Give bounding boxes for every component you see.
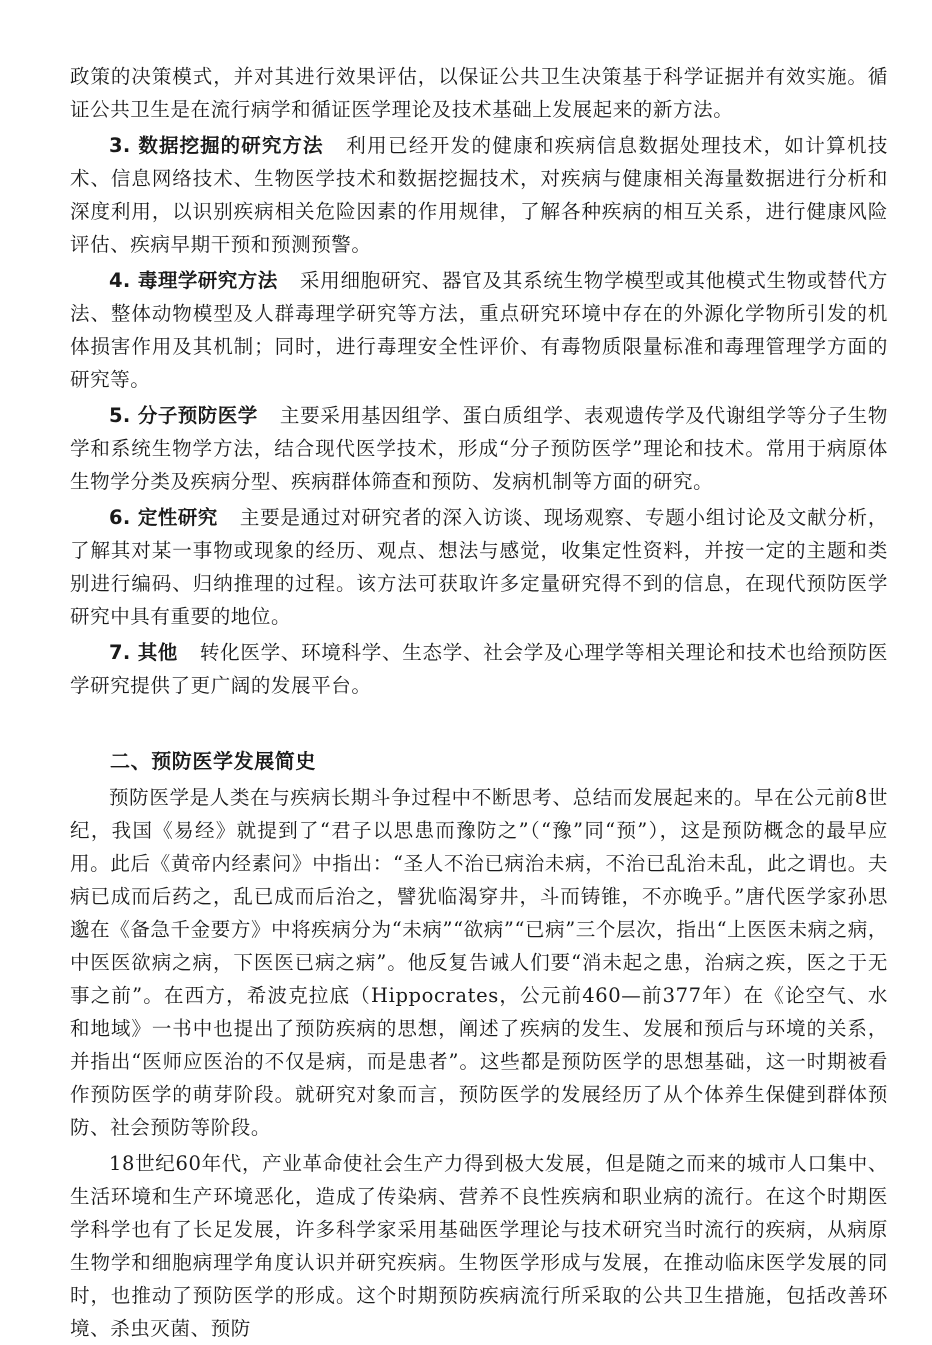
method-item-4-text: 采用细胞研究、器官及其系统生物学模型或其他模式生物或替代方法、整体动物模型及人群毒理学研究等方法，重点研究环境中存在的外源化学物所引发的机体损害作用及其机制；同时，进行毒理安全性评价、有毒物质限量标准和毒理管理学方面的研究等。 [70, 269, 889, 391]
method-item-6-title: 6. 定性研究 [109, 506, 218, 529]
method-item-7 [70, 636, 888, 702]
method-item-3-text: 利用已经开发的健康和疾病信息数据处理技术，如计算机技术、信息网络技术、生物医学技术和数据挖掘技术，对疾病与健康相关海量数据进行分析和深度利用，以识别疾病相关危险因素的作用规律，了解各种疾病的相互关系，进行健康风险评估、疾病早期干预和预测预警。 [70, 134, 888, 256]
section-heading: 二、预防医学发展简史 [110, 749, 316, 773]
method-item-7-text: 转化医学、环境科学、生态学、社会学及心理学等相关理论和技术也给预防医学研究提供了更广阔的发展平台。 [70, 641, 888, 697]
method-item-5-title: 5. 分子预防医学 [109, 404, 258, 427]
method-item-6-text: 主要是通过对研究者的深入访谈、现场观察、专题小组讨论及文献分析，了解其对某一事物或现象的经历、观点、想法与感觉，收集定性资料，并按一定的主题和类别进行编码、归纳推理的过程。该方法可获取许多定量研究得不到的信息，在现代预防医学研究中具有重要的地位。 [70, 506, 888, 628]
method-item-5 [70, 399, 888, 498]
method-item-3 [70, 129, 888, 261]
method-item-5-text: 主要采用基因组学、蛋白质组学、表观遗传学及代谢组学等分子生物学和系统生物学方法，结合现代医学技术，形成“分子预防医学”理论和技术。常用于病原体生物学分类及疾病分型、疾病群体筛查和预防、发病机制等方面的研究。 [70, 404, 888, 493]
history-paragraph-1: 预防医学是人类在与疾病长期斗争过程中不断思考、总结而发展起来的。早在公元前8世纪，我国《易经》就提到了“君子以思患而豫防之”（“豫”同“预”），这是预防概念的最早应用。此后《黄帝内经素问》中指出：“圣人不治已病治未病，不治已乱治未乱，此之谓也。夫病已成而后药之，乱已成而后治之，譬犹临渴穿井，斗而铸锥，不亦晚乎。”唐代医学家孙思邈在《备急千金要方》中将疾病分为“未病”“欲病”“已病”三个层次，指出“上医医未病之病，中医医欲病之病，下医医已病之病”。他反复告诫人们要“消未起之患，治病之疾，医之于无事之前”。在西方，希波克拉底（Hippocrates，公元前460—前377年）在《论空气、水和地域》一书中也提出了预防疾病的思想，阐述了疾病的发生、发展和预后与环境的关系，并指出“医师应医治的不仅是病，而是患者”。这些都是预防医学的思想基础，这一时期被看作预防医学的萌芽阶段。就研究对象而言，预防医学的发展经历了从个体养生保健到群体预防、社会预防等阶段。 [70, 786, 888, 1139]
method-item-7-title: 7. 其他 [109, 641, 178, 664]
continuation-paragraph: 政策的决策模式，并对其进行效果评估，以保证公共卫生决策基于科学证据并有效实施。循证公共卫生是在流行病学和循证医学理论及技术基础上发展起来的新方法。 [70, 65, 888, 121]
history-paragraph-2: 18世纪60年代，产业革命使社会生产力得到极大发展，但是随之而来的城市人口集中、生活环境和生产环境恶化，造成了传染病、营养不良性疾病和职业病的流行。在这个时期医学科学也有了长足发展，许多科学家采用基础医学理论与技术研究当时流行的疾病，从病原生物学和细胞病理学角度认识并研究疾病。生物医学形成与发展，在推动临床医学发展的同时，也推动了预防医学的形成。这个时期预防疾病流行所采取的公共卫生措施，包括改善环境、杀虫灭菌、预防 [70, 1152, 888, 1340]
method-item-6 [70, 501, 888, 633]
method-item-4-title: 4. 毒理学研究方法 [109, 269, 278, 292]
method-item-4 [70, 264, 888, 396]
method-item-3-title: 3. 数据挖掘的研究方法 [109, 134, 324, 157]
